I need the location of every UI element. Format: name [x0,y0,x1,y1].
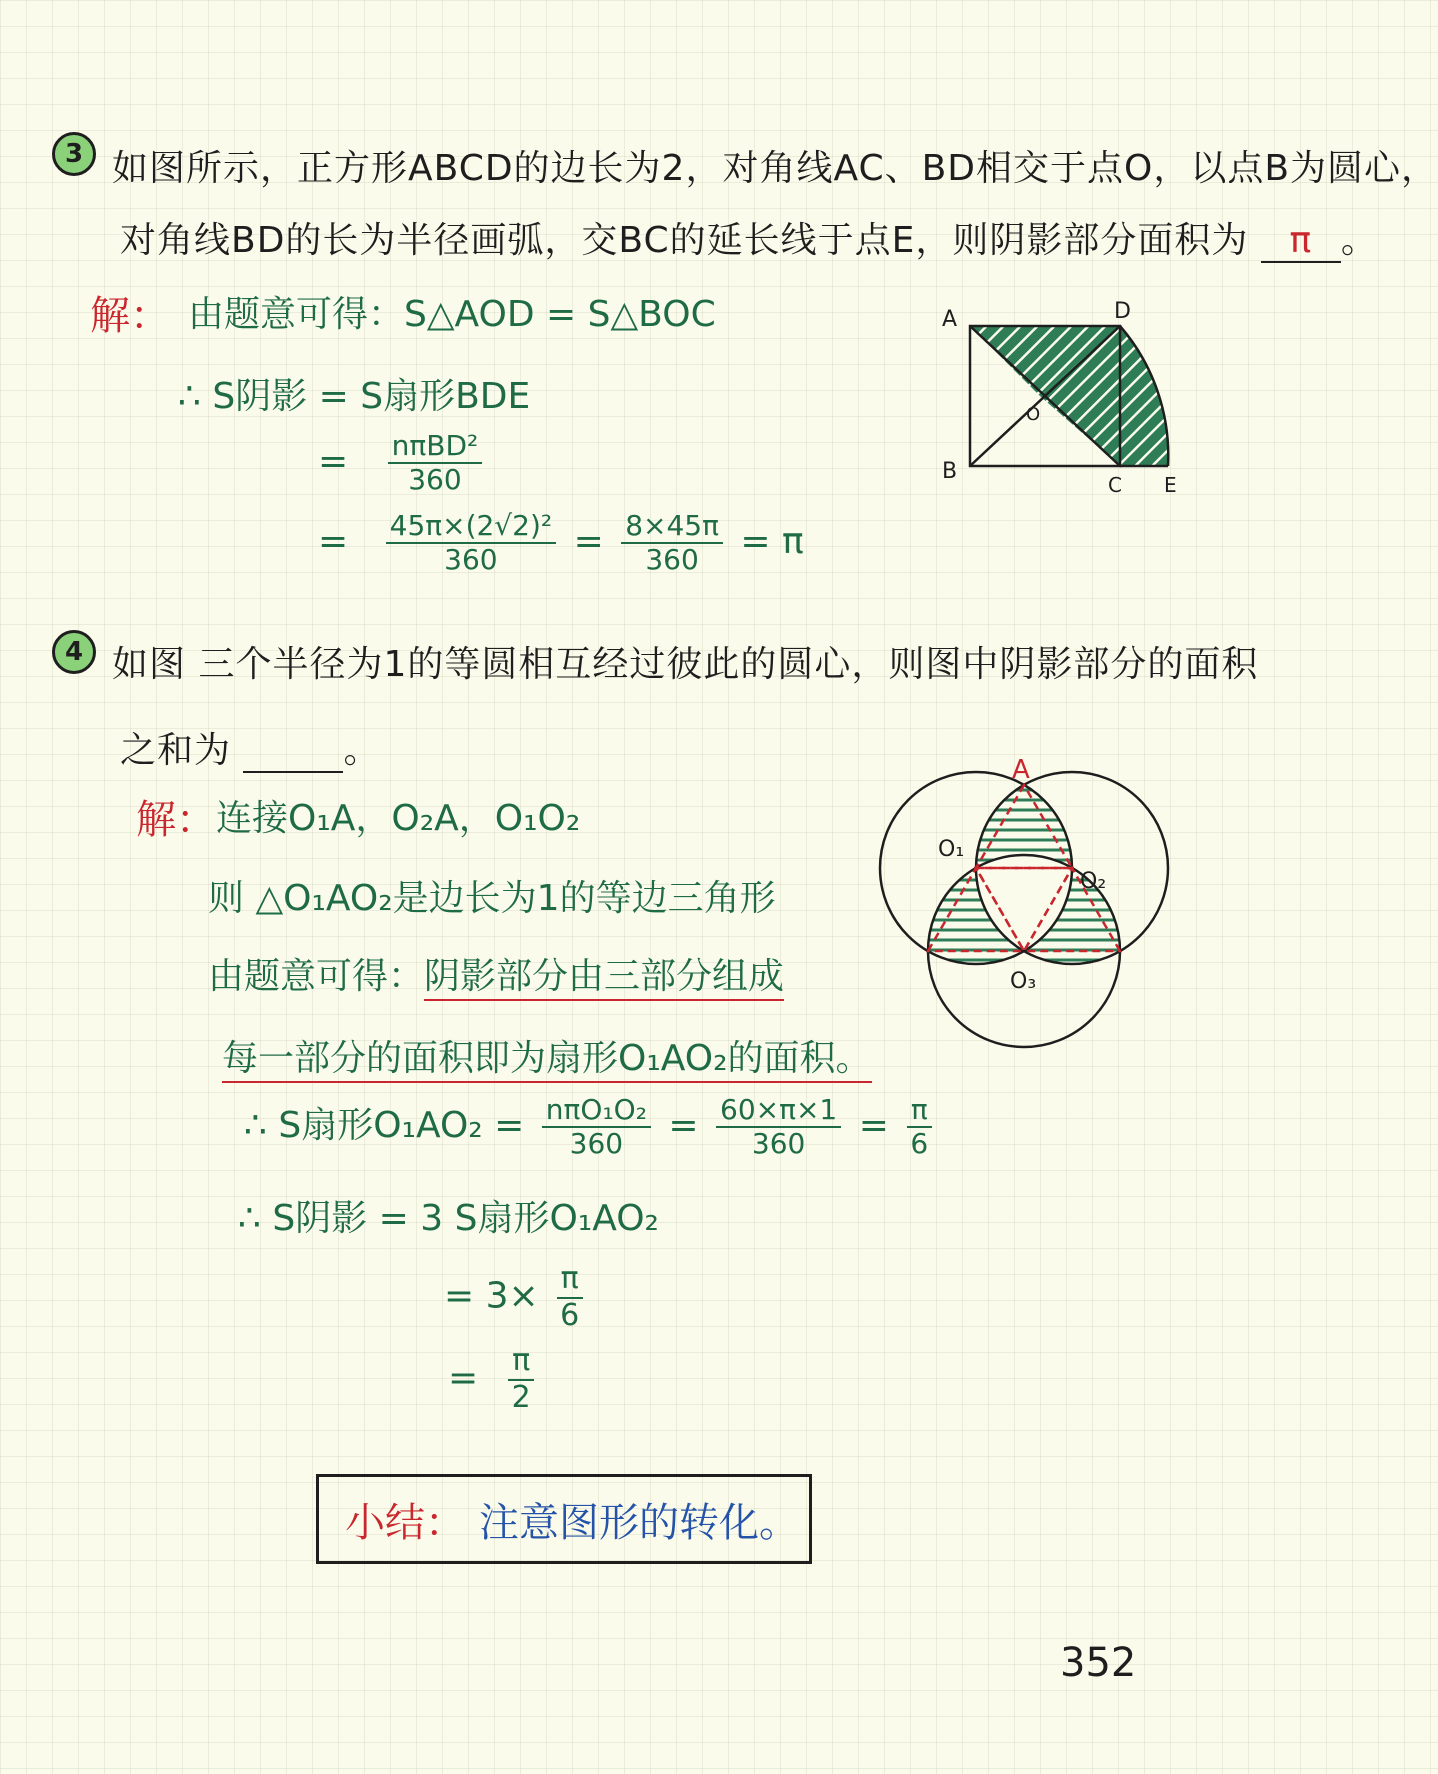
problem-4-step-4 [222,1030,872,1081]
problem-4-step-5-fraction-2 [716,1094,841,1160]
problem-4-figure [866,748,1196,1078]
label-e: E [1164,473,1177,497]
problem-3-figure [930,296,1200,502]
fraction-numerator: π [557,1262,583,1299]
problem-4-step-1: 连接O₁A，O₂A，O₁O₂ [216,798,581,839]
fraction-numerator: π [508,1344,534,1381]
fraction-numerator: nπO₁O₂ [542,1094,651,1128]
problem-4-step-8-fraction [508,1344,535,1415]
fraction-numerator: 45π×(2√2)² [386,510,557,544]
problem-3-line-2 [120,212,1378,263]
problem-3-step-3-fraction [388,430,483,496]
problem-3-solution-label: 解： [90,293,170,339]
label-o1: O₁ [938,837,965,862]
problem-4-number-badge: 4 [52,630,96,674]
problem-3-step-3-eq: = [318,441,349,483]
fraction-numerator: 8×45π [621,510,723,544]
problem-4-step-5-fraction-3 [906,1094,932,1160]
problem-4-step-7-fraction [556,1262,583,1333]
label-c: C [1108,473,1122,497]
problem-3-answer-blank [1261,220,1341,263]
fraction-denominator: 6 [910,1127,929,1161]
fraction-denominator: 6 [560,1297,580,1333]
fraction-denominator: 360 [444,543,498,577]
fraction-denominator: 360 [645,543,699,577]
fraction-numerator: 60×π×1 [716,1094,841,1128]
problem-3-number-badge: 3 [52,132,96,176]
problem-4-step-3-a: 由题意可得： [208,956,425,997]
fraction-numerator: π [907,1094,932,1128]
problem-3-line-2-text: 对角线BD的长为半径画弧，交BC的延长线于点E，则阴影部分面积为 [120,220,1249,261]
page-number: 352 [1060,1640,1137,1686]
label-d: D [1114,299,1131,324]
problem-3-step-4-eq-2: = [573,521,604,563]
fraction-numerator: nπBD² [388,430,483,464]
label-a: A [942,307,958,332]
label-o3: O₃ [1010,969,1037,994]
summary-label: 小结： [345,1499,465,1546]
fraction-denominator: 360 [569,1127,624,1161]
problem-4-line-2-text: 之和为 [120,730,232,771]
problem-4-line-2 [120,722,380,773]
problem-4-step-8 [448,1344,541,1415]
problem-4-step-5 [244,1094,938,1160]
problem-4-step-4-text: 每一部分的面积即为扇形O₁AO₂的面积。 [222,1038,872,1083]
problem-4-line-1: 如图 三个半径为1的等圆相互经过彼此的圆心，则图中阴影部分的面积 [112,644,1259,685]
problem-3-step-4-eq: = [318,521,349,563]
problem-4-solution-label: 解： [136,797,216,843]
problem-4-step-6: ∴ S阴影 = 3 S扇形O₁AO₂ [238,1198,659,1239]
problem-4-step-2: 则 △O₁AO₂是边长为1的等边三角形 [208,878,776,919]
shaded-sector-dce [1120,326,1168,466]
label-o2: O₂ [1080,869,1107,894]
problem-4-step-7 [444,1262,589,1333]
problem-4-step-5-fraction-1 [542,1094,651,1160]
fraction-denominator: 360 [751,1127,806,1161]
problem-4-step-7-a: = 3× [444,1275,539,1317]
label-a: A [1012,755,1030,785]
problem-4-step-5-lhs: ∴ S扇形O₁AO₂ = [244,1105,525,1147]
problem-3-step-4-fraction-1 [386,510,557,576]
problem-4-end: 。 [343,730,381,771]
problem-3-step-4-result: = π [740,521,804,563]
problem-4-step-3 [208,948,784,999]
problem-4-answer-blank [243,730,343,773]
problem-3-step-4-fraction-2 [621,510,723,576]
problem-3-step-2: ∴ S阴影 = S扇形BDE [178,376,531,417]
problem-3-step-3 [318,430,488,496]
label-b: B [942,459,958,484]
problem-4-step-3-b: 阴影部分由三部分组成 [424,956,784,1001]
problem-4-step-8-a: = [448,1357,479,1399]
problem-3-step-4 [318,510,804,576]
problem-3-answer: π [1289,220,1313,261]
label-o: O [1026,404,1041,425]
fraction-denominator: 360 [408,463,462,497]
problem-3-end: 。 [1340,220,1378,261]
summary-text: 注意图形的转化。 [479,1499,799,1546]
problem-3-line-1: 如图所示，正方形ABCD的边长为2，对角线AC、BD相交于点O，以点B为圆心， [112,148,1438,189]
problem-3-step-1: 由题意可得：S△AOD = S△BOC [188,294,716,335]
fraction-denominator: 2 [511,1379,531,1415]
summary-box [316,1474,812,1564]
problem-4-step-5-eq: = [668,1105,699,1147]
problem-4-step-5-eq-2: = [858,1105,889,1147]
